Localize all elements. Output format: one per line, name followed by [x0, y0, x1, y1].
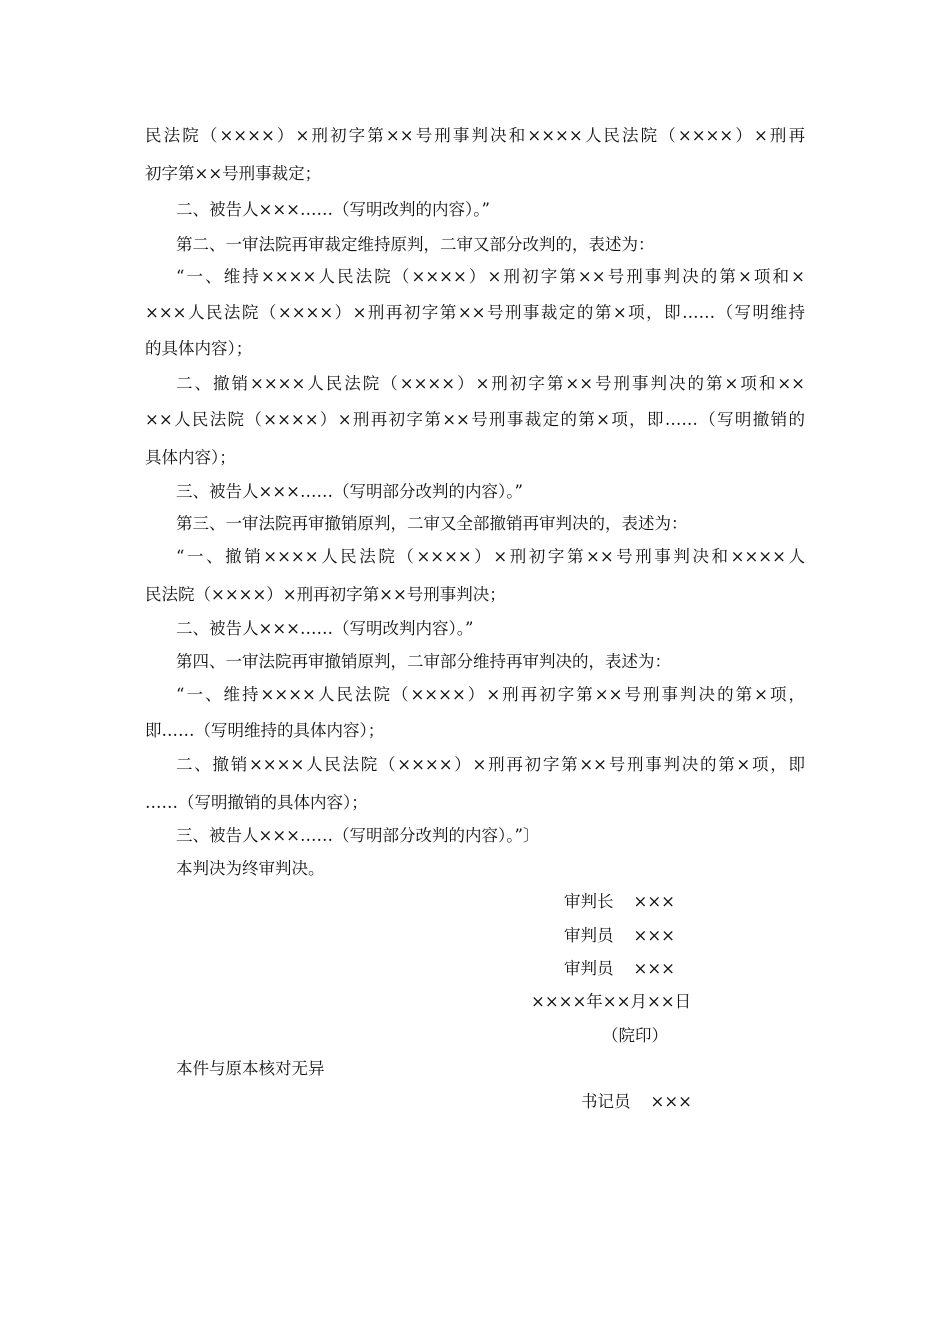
- judge-signature: [564, 924, 675, 948]
- body-line: 二、被告人×××……（写明改判内容）。”: [176, 619, 474, 638]
- body-line: 即……（写明维持的具体内容）；: [145, 721, 385, 740]
- signature-title: 审判员: [564, 959, 614, 978]
- body-line: ××人民法院（××××）×刑再初字第××号刑事裁定的第×项，即……（写明撤销的: [145, 410, 805, 429]
- body-line: 第二、一审法院再审裁定维持原判，二审又部分改判的，表述为：: [176, 235, 655, 254]
- signature-title: 审判员: [564, 926, 614, 945]
- clerk-signature: [581, 1090, 692, 1114]
- signature-name: ×××: [633, 959, 675, 978]
- body-line: ×××人民法院（××××）×刑再初字第××号刑事裁定的第×项，即……（写明维持: [145, 303, 805, 322]
- presiding-judge-signature: [564, 890, 675, 914]
- signature-title: 审判长: [564, 892, 614, 911]
- body-line: 二、撤销××××人民法院（××××）×刑再初字第××号刑事判决的第×项，即: [176, 755, 805, 774]
- signature-name: ×××: [650, 1092, 692, 1111]
- body-line: 的具体内容）；: [145, 339, 253, 358]
- body-line: 民法院（××××）×刑初字第××号刑事判决和××××人民法院（××××）×刑再: [145, 126, 805, 145]
- body-line: 具体内容）；: [145, 448, 236, 467]
- body-line: 三、被告人×××……（写明部分改判的内容）。”〕: [176, 826, 540, 845]
- body-line: 二、撤销××××人民法院（××××）×刑初字第××号刑事判决的第×项和××: [176, 374, 805, 393]
- body-line: ……（写明撤销的具体内容）；: [145, 793, 368, 812]
- court-seal: （院印）: [602, 1026, 668, 1045]
- body-line: “一、维持××××人民法院（××××）×刑再初字第××号刑事判决的第×项，: [176, 685, 805, 704]
- signature-name: ×××: [633, 926, 675, 945]
- body-line: “一、撤销××××人民法院（××××）×刑初字第××号刑事判决和××××人: [176, 547, 805, 566]
- body-line: 第四、一审法院再审撤销原判，二审部分维持再审判决的，表述为：: [176, 652, 671, 671]
- body-line: 初字第××号刑事裁定；: [145, 164, 322, 183]
- signature-title: 书记员: [581, 1092, 631, 1111]
- body-line: “一、维持××××人民法院（××××）×刑初字第××号刑事判决的第×项和×: [176, 267, 805, 286]
- body-line: 民法院（××××）×刑再初字第××号刑事判决；: [145, 585, 506, 604]
- judge-signature: [564, 957, 675, 981]
- body-line: 本判决为终审判决。: [176, 859, 325, 878]
- body-line: 三、被告人×××……（写明部分改判的内容）。”: [176, 482, 523, 501]
- signature-name: ×××: [633, 892, 675, 911]
- body-line: 第三、一审法院再审撤销原判，二审又全部撤销再审判决的，表述为：: [176, 514, 688, 533]
- verification-note: 本件与原本核对无异: [176, 1059, 325, 1078]
- judgment-date: ××××年××月××日: [531, 992, 692, 1011]
- body-line: 二、被告人×××……（写明改判的内容）。”: [176, 200, 490, 219]
